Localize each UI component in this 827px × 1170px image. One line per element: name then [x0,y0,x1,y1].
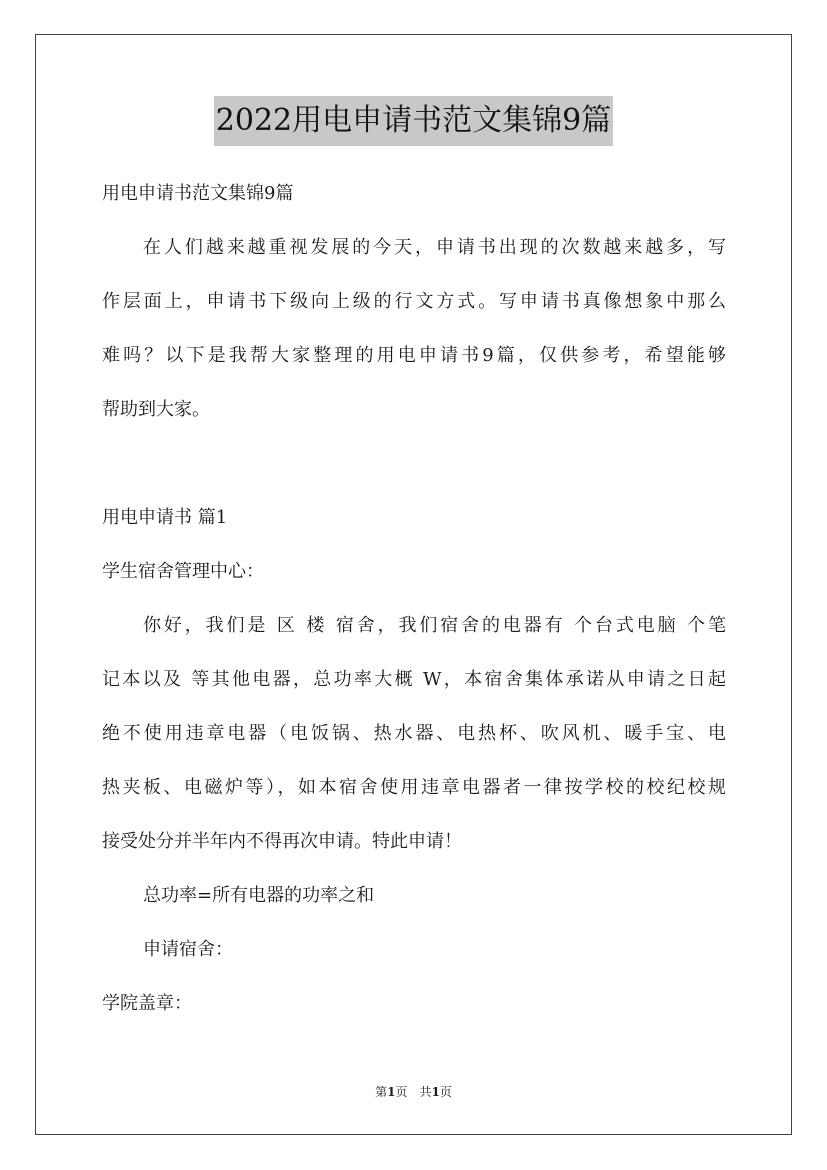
footer-prefix: 第 [375,1085,388,1099]
document-subtitle: 用电申请书范文集锦9篇 [102,183,294,204]
page-footer [0,1083,827,1101]
formula-note: 总功率=所有电器的功率之和 [143,885,375,906]
intro-line-3: 难吗？以下是我帮大家整理的用电申请书9篇，仅供参考，希望能够 [102,345,726,366]
body-line-4: 热夹板、电磁炉等），如本宿舍使用违章电器者一律按学校的校纪校规 [102,777,726,798]
footer-page-number: 1 [387,1085,396,1099]
footer-mid: 页 共 [395,1085,432,1099]
body-line-3: 绝不使用违章电器（电饭锅、热水器、电热杯、吹风机、暖手宝、电 [102,723,726,744]
salutation: 学生宿舍管理中心： [102,561,264,582]
intro-line-1: 在人们越来越重视发展的今天，申请书出现的次数越来越多，写 [143,237,726,258]
body-line-1: 你好，我们是 区 楼 宿舍，我们宿舍的电器有 个台式电脑 个笔 [143,615,726,636]
body-line-5: 接受处分并半年内不得再次申请。特此申请！ [102,831,462,852]
body-line-2: 记本以及 等其他电器，总功率大概 W，本宿舍集体承诺从申请之日起 [102,669,726,690]
title-container [0,96,827,146]
footer-page-total: 1 [431,1085,440,1099]
section-heading: 用电申请书 篇1 [102,507,228,528]
document-title: 2022用电申请书范文集锦9篇 [214,96,613,146]
intro-line-2: 作层面上，申请书下级向上级的行文方式。写申请书真像想象中那么 [102,291,726,312]
seal-label: 学院盖章： [102,993,192,1014]
footer-suffix: 页 [439,1085,452,1099]
intro-line-4: 帮助到大家。 [102,399,210,420]
dorm-label: 申请宿舍： [143,939,233,960]
